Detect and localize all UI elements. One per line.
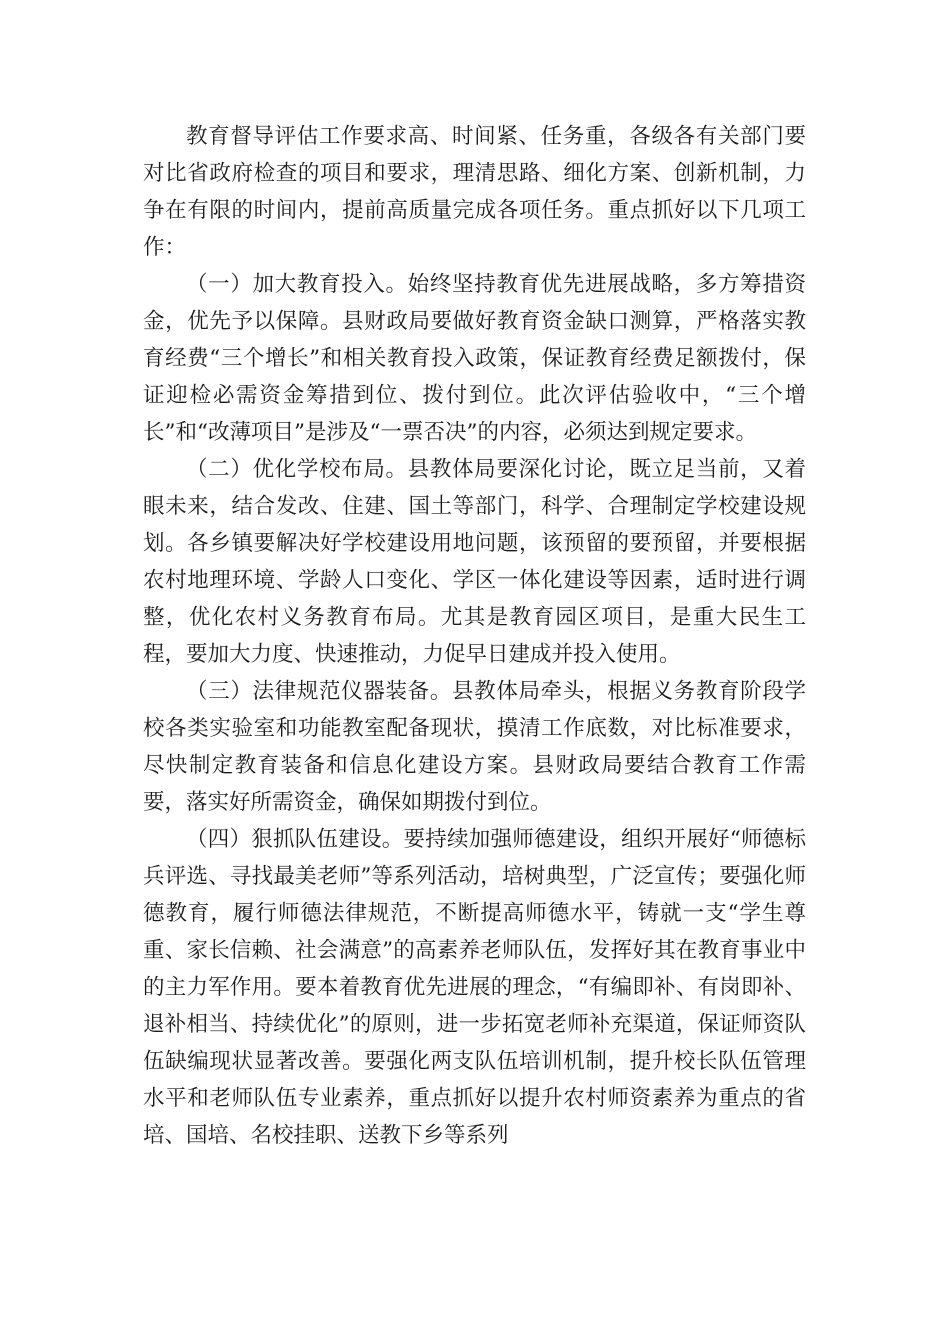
paragraph-school-layout: （二）优化学校布局。县教体局要深化讨论，既立足当前，又着眼未来，结合发改、住建、国土等部门，科学、合理制定学校建设规划。各乡镇要解决好学校建设用地问题，该预留的要预留，并要根据农村地理环境、学龄人口变化、学区一体化建设等因素，适时进行调整，优化农村义务教育布局。尤其是教育园区项目，是重大民生工程，要加大力度、快速推动，力促早日建成并投入使用。 [143, 457, 806, 667]
paragraph-intro: 教育督导评估工作要求高、时间紧、任务重，各级各有关部门要对比省政府检查的项目和要求，理清思路、细化方案、创新机制，力争在有限的时间内，提前高质量完成各项任务。重点抓好以下几项工作： [143, 124, 806, 260]
document-body [143, 118, 806, 1154]
paragraph-education-investment: （一）加大教育投入。始终坚持教育优先进展战略，多方筹措资金，优先予以保障。县财政局要做好教育资金缺口测算，严格落实教育经费“三个增长”和相关教育投入政策，保证教育经费足额拨付，保证迎检必需资金筹措到位、拨付到位。此次评估验收中，“三个增长”和“改薄项目”是涉及“一票否决”的内容，必须达到规定要求。 [143, 272, 806, 445]
paragraph-equipment: （三）法律规范仪器装备。县教体局牵头，根据义务教育阶段学校各类实验室和功能教室配备现状，摸清工作底数，对比标准要求，尽快制定教育装备和信息化建设方案。县财政局要结合教育工作需要，落实好所需资金，确保如期拨付到位。 [143, 679, 806, 815]
paragraph-team-building: （四）狠抓队伍建设。要持续加强师德建设，组织开展好“师德标兵评选、寻找最美老师”等系列活动，培树典型，广泛宣传；要强化师德教育，履行师德法律规范，不断提高师德水平，铸就一支“学生尊重、家长信赖、社会满意”的高素养老师队伍，发挥好其在教育事业中的主力军作用。要本着教育优先进展的理念，“有编即补、有岗即补、退补相当、持续优化”的原则，进一步拓宽老师补充渠道，保证师资队伍缺编现状显著改善。要强化两支队伍培训机制，提升校长队伍管理水平和老师队伍专业素养，重点抓好以提升农村师资素养为重点的省培、国培、名校挂职、送教下乡等系列 [143, 827, 806, 1148]
